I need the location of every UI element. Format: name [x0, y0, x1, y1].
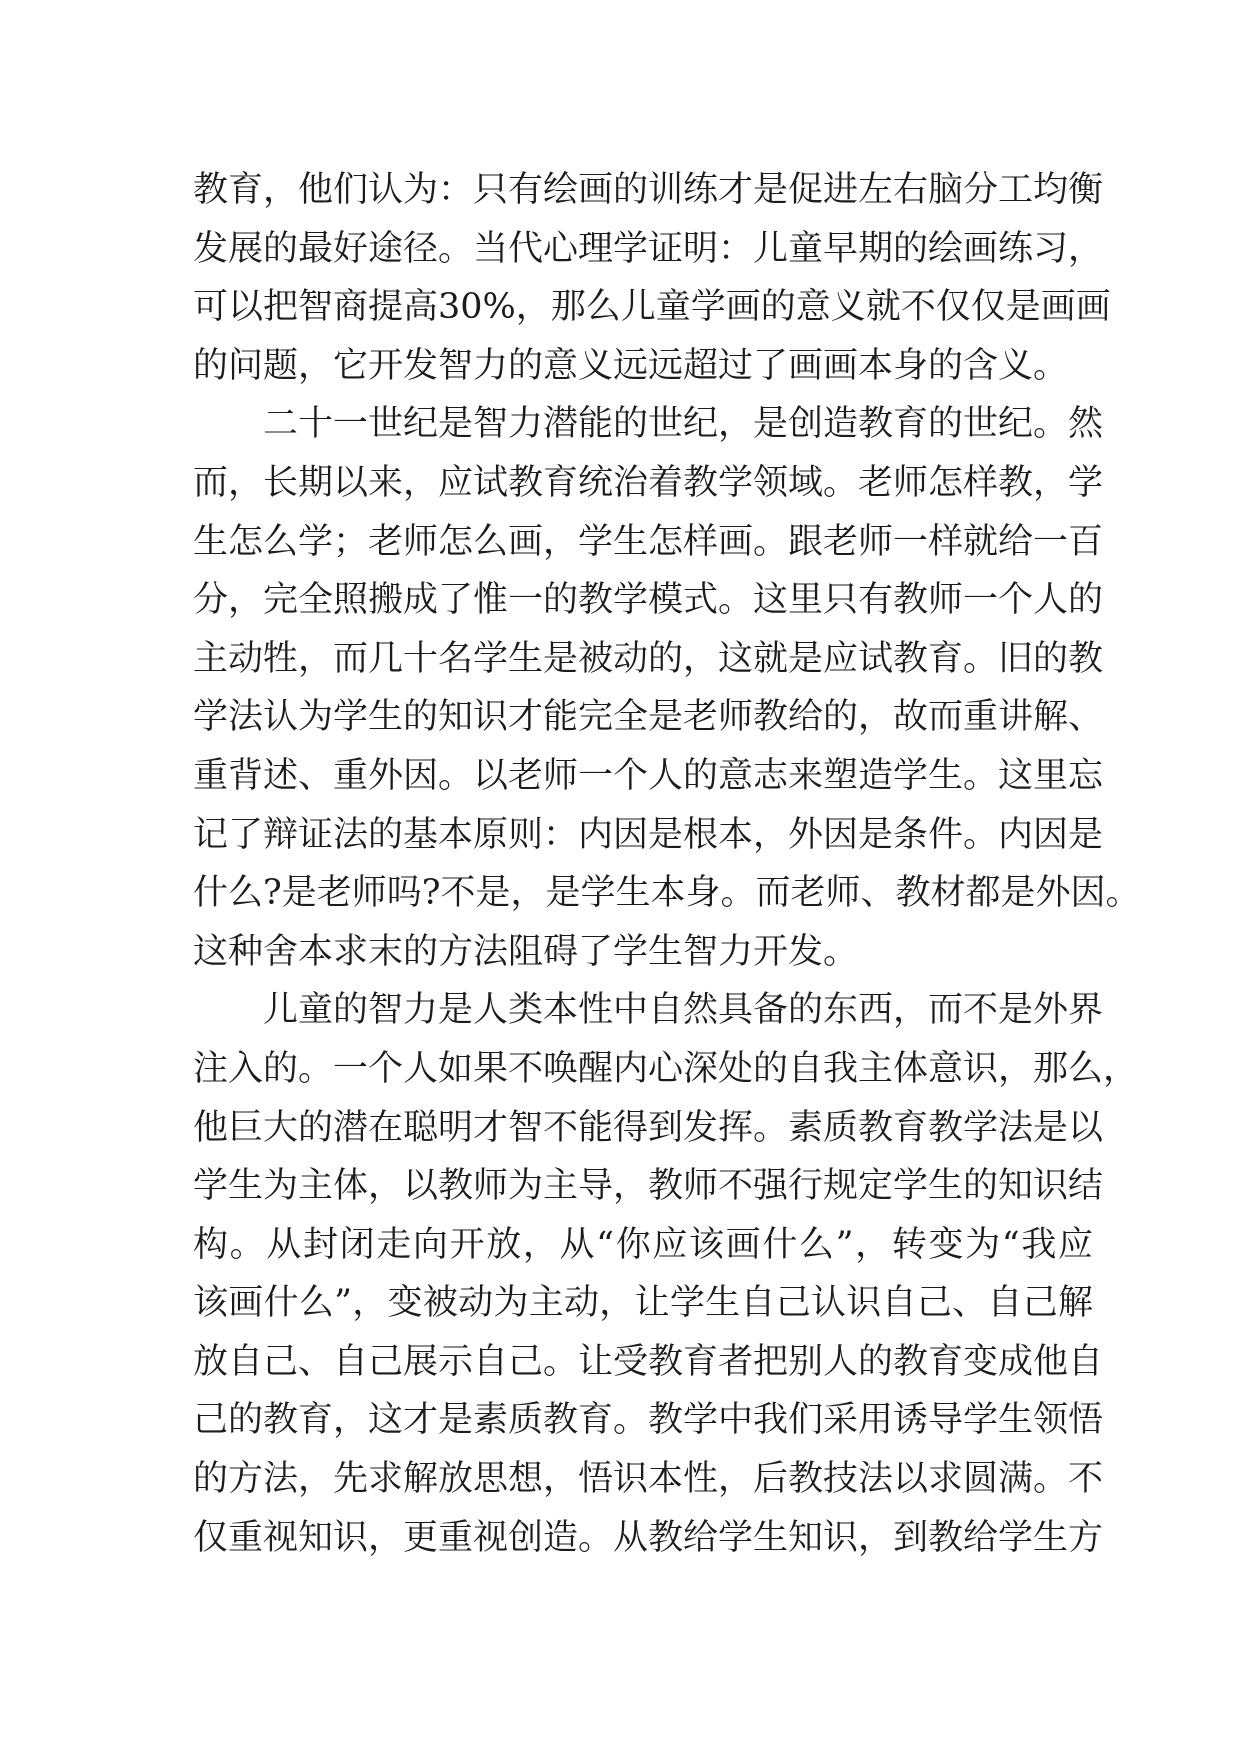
text-line: 儿童的智力是人类本性中自然具备的东西，而不是外界: [263, 990, 1104, 1031]
text-line: 教育，他们认为：只有绘画的训练才是促进左右脑分工均衡: [193, 170, 1104, 210]
text-line: 放自己、自己展示自己。让受教育者把别人的教育变成他自: [193, 1341, 1104, 1382]
text-line: 该画什么”，变被动为主动，让学生自己认识自己、自己解: [193, 1283, 1093, 1324]
text-line: 学法认为学生的知识才能完全是老师教给的，故而重讲解、: [193, 697, 1104, 738]
text-line: 重背述、重外因。以老师一个人的意志来塑造学生。这里忘: [193, 755, 1104, 796]
paragraph-3: [193, 981, 1139, 1567]
text-line: 二十一世纪是智力潜能的世纪，是创造教育的世纪。然: [263, 404, 1104, 445]
text-line: 己的教育，这才是素质教育。教学中我们采用诱导学生领悟: [193, 1400, 1104, 1441]
text-line: 注入的。一个人如果不唤醒内心深处的自我主体意识，那么，: [193, 1048, 1139, 1089]
text-line: 而，长期以来，应试教育统治着教学领域。老师怎样教，学: [193, 462, 1104, 503]
text-line: 发展的最好途径。当代心理学证明：儿童早期的绘画练习，: [193, 228, 1104, 269]
text-line: 构。从封闭走向开放，从“你应该画什么”，转变为“我应: [193, 1224, 1093, 1265]
text-line: 他巨大的潜在聪明才智不能得到发挥。素质教育教学法是以: [193, 1107, 1104, 1148]
text-line: 仅重视知识，更重视创造。从教给学生知识，到教给学生方: [193, 1517, 1104, 1558]
paragraph-2: [193, 395, 1141, 981]
text-line: 学生为主体，以教师为主导，教师不强行规定学生的知识结: [193, 1166, 1104, 1207]
text-line: 的问题，它开发智力的意义远远超过了画画本身的含义。: [193, 345, 1069, 386]
text-line: 主动牲，而几十名学生是被动的，这就是应试教育。旧的教: [193, 638, 1104, 679]
text-line: 生怎么学；老师怎么画，学生怎样画。跟老师一样就给一百: [193, 521, 1104, 562]
text-line: 记了辩证法的基本原则：内因是根本，外因是条件。内因是: [193, 814, 1104, 855]
text-line: 可以把智商提高30%，那么儿童学画的意义就不仅仅是画画: [193, 287, 1111, 328]
body-text: [193, 161, 1141, 1567]
text-line: 什么?是老师吗?不是，是学生本身。而老师、教材都是外因。: [193, 873, 1141, 914]
text-line: 这种舍本求末的方法阻碍了学生智力开发。: [193, 931, 859, 972]
paragraph-1: [193, 161, 1111, 395]
text-line: 的方法，先求解放思想，悟识本性，后教技法以求圆满。不: [193, 1459, 1104, 1500]
text-line: 分，完全照搬成了惟一的教学模式。这里只有教师一个人的: [193, 580, 1104, 621]
